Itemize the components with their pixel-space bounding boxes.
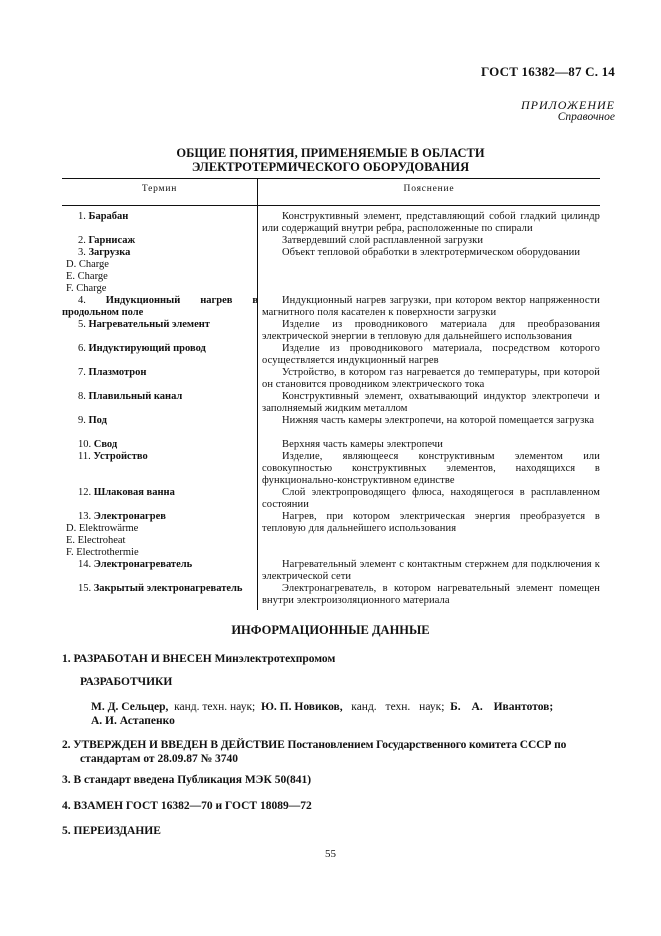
table-row-term: 13. Электронагрев (78, 511, 166, 522)
table-row-explanation: Нагрев, при котором электрическая энергия преобразуется в тепловую для дальнейшего использования (262, 511, 600, 535)
table-row-explanation: Конструктивный элемент, представляющий собой гладкий цилиндр или содержащий внутри ребра, расположенные по спирали (262, 211, 600, 235)
section-title-line1: ОБЩИЕ ПОНЯТИЯ, ПРИМЕНЯЕМЫЕ В ОБЛАСТИ (176, 146, 485, 160)
table-row-explanation: Конструктивный элемент, охватывающий индуктор электропечи и заполняемый жидким металлом (262, 391, 600, 415)
table-row-term: 6. Индуктирующий провод (78, 343, 206, 354)
column-header-term: Термин (141, 184, 178, 194)
developers-line1: М. Д. Сельцер, канд. техн. наук; Ю. П. Новиков, канд. техн. наук; Б. А. Ивантотов; (91, 701, 554, 713)
table-row-explanation: Изделие из проводникового материала для преобразования электрической энергии в тепловую для дальнейшего использования (262, 319, 600, 343)
appendix-label: ПРИЛОЖЕНИЕ (521, 98, 615, 112)
table-row-term: 4. Индукционный нагрев в продольном поле (62, 295, 259, 319)
document-code: ГОСТ 16382—87 С. 14 (481, 64, 615, 79)
term-translation-de: D. Charge (66, 259, 109, 270)
section-title-line2: ЭЛЕКТРОТЕРМИЧЕСКОГО ОБОРУДОВАНИЯ (191, 160, 470, 174)
table-row-explanation: Устройство, в котором газ нагревается до температуры, при которой он становится проводником электрического тока (262, 367, 600, 391)
table-row-explanation: Индукционный нагрев загрузки, при котором вектор напряженности магнитного поля касателен к поверхности загрузки (262, 295, 600, 319)
table-row-explanation: Верхняя часть камеры электропечи (282, 439, 444, 450)
table-row-term: 12. Шлаковая ванна (78, 487, 175, 498)
info-item-4: 4. ВЗАМЕН ГОСТ 16382—70 и ГОСТ 18089—72 (62, 800, 312, 812)
info-item-1: 1. РАЗРАБОТАН И ВНЕСЕН Минэлектротехпромом (62, 653, 336, 665)
table-row-explanation: Слой электропроводящего флюса, находящегося в расплавленном состоянии (262, 487, 600, 511)
info-item-2-line2: стандартам от 28.09.87 № 3740 (80, 753, 239, 765)
table-row-explanation: Электронагреватель, в котором нагревательный элемент помещен внутри электроизоляционного материала (262, 583, 600, 607)
info-section-title: ИНФОРМАЦИОННЫЕ ДАННЫЕ (231, 623, 430, 637)
table-top-rule (62, 178, 600, 179)
term-translation-en: E. Electroheat (66, 535, 126, 546)
appendix-type: Справочное (557, 111, 615, 123)
table-row-explanation: Нижняя часть камеры электропечи, на которой помещается загрузка (282, 415, 595, 426)
term-translation-en: E. Charge (66, 271, 108, 282)
column-header-explanation: Пояснение (403, 184, 455, 194)
table-header-rule (62, 205, 600, 206)
table-row-explanation: Изделие, являющееся конструктивным элементом или совокупностью конструктивных элементов, находящихся в функционально-конструктивном единстве (262, 451, 600, 487)
table-row-explanation: Затвердевший слой расплавленной загрузки (282, 235, 484, 246)
info-item-5: 5. ПЕРЕИЗДАНИЕ (62, 825, 161, 837)
table-row-term: 1. Барабан (78, 211, 129, 222)
table-row-term: 14. Электронагреватель (78, 559, 193, 570)
developers-label: РАЗРАБОТЧИКИ (80, 676, 173, 688)
table-row-term: 3. Загрузка (78, 247, 131, 258)
info-item-3: 3. В стандарт введена Публикация МЭК 50(841) (62, 774, 312, 786)
table-row-term: 15. Закрытый электронагреватель (78, 583, 243, 594)
table-row-explanation: Изделие из проводникового материала, посредством которого осуществляется индукционный нагрев (262, 343, 600, 367)
table-row-term: 8. Плавильный канал (78, 391, 183, 402)
table-row-term: 11. Устройство (78, 451, 148, 462)
table-row-term: 10. Свод (78, 439, 118, 450)
term-translation-de: D. Elektrowärme (66, 523, 139, 534)
table-row-term: 2. Гарнисаж (78, 235, 136, 246)
table-row-term: 5. Нагревательный элемент (78, 319, 210, 330)
table-row-term: 9. Под (78, 415, 107, 426)
term-translation-fr: F. Charge (66, 283, 107, 294)
table-row-explanation: Объект тепловой обработки в электротермическом оборудовании (282, 247, 581, 258)
page-number: 55 (325, 848, 336, 860)
table-row-term: 7. Плазмотрон (78, 367, 147, 378)
info-item-2-line1: 2. УТВЕРЖДЕН И ВВЕДЕН В ДЕЙСТВИЕ Постановлением Государственного комитета СССР по (62, 739, 567, 751)
term-translation-fr: F. Electrothermie (66, 547, 139, 558)
developers-line2: А. И. Астапенко (91, 715, 175, 727)
table-row-explanation: Нагревательный элемент с контактным стержнем для подключения к электрической сети (262, 559, 600, 583)
